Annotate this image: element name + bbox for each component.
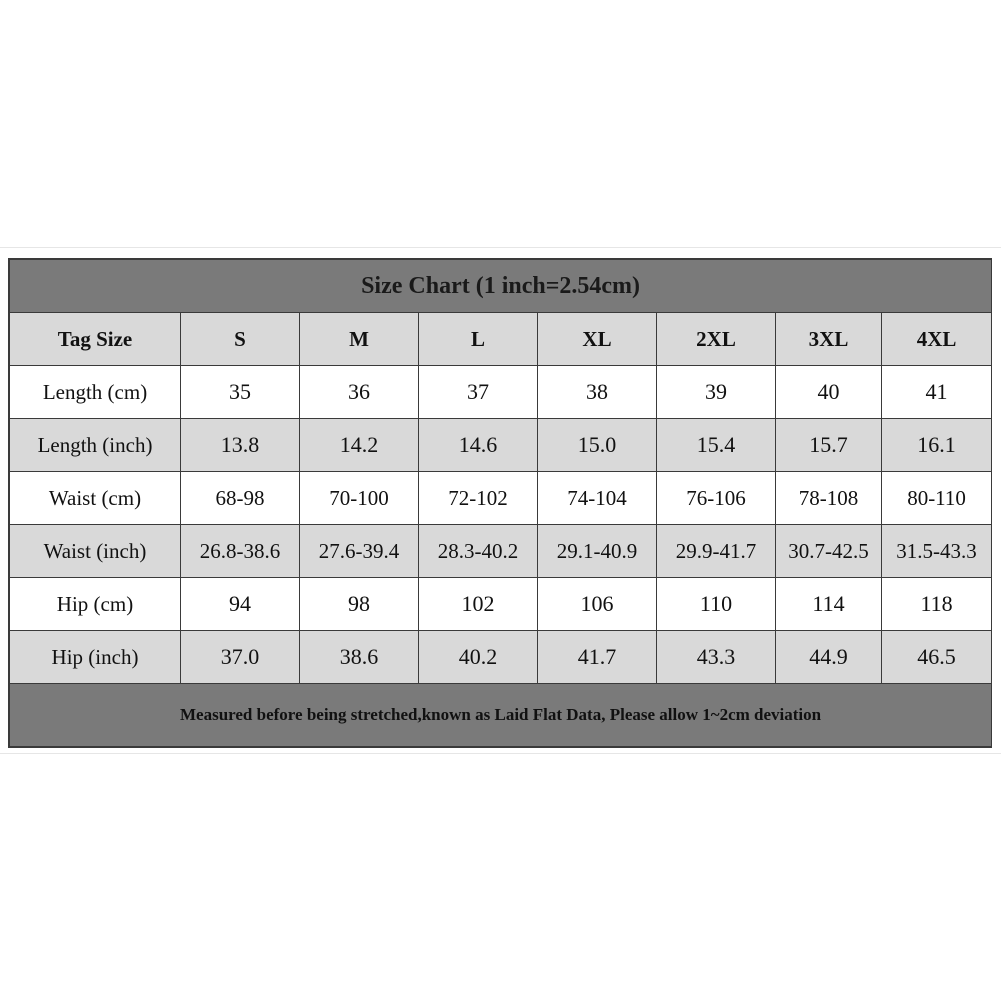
table-cell: 28.3-40.2 [419, 525, 538, 578]
size-chart-table [9, 259, 992, 747]
table-cell: 15.7 [776, 419, 882, 472]
row-label: Hip (cm) [10, 578, 181, 631]
table-cell: 78-108 [776, 472, 882, 525]
table-cell: 29.1-40.9 [538, 525, 657, 578]
table-cell: 110 [657, 578, 776, 631]
table-cell: 39 [657, 366, 776, 419]
table-cell: 102 [419, 578, 538, 631]
size-header-2xl: 2XL [657, 313, 776, 366]
table-cell: 41.7 [538, 631, 657, 684]
table-cell: 15.0 [538, 419, 657, 472]
table-cell: 35 [181, 366, 300, 419]
table-cell: 98 [300, 578, 419, 631]
table-cell: 30.7-42.5 [776, 525, 882, 578]
size-header-xl: XL [538, 313, 657, 366]
table-cell: 94 [181, 578, 300, 631]
bottom-divider-line [0, 753, 1001, 754]
row-label: Hip (inch) [10, 631, 181, 684]
table-cell: 43.3 [657, 631, 776, 684]
title-row [10, 260, 992, 313]
row-hip-cm [10, 578, 992, 631]
size-chart [8, 258, 992, 748]
row-label: Length (cm) [10, 366, 181, 419]
table-cell: 13.8 [181, 419, 300, 472]
table-cell: 37 [419, 366, 538, 419]
table-cell: 70-100 [300, 472, 419, 525]
table-cell: 118 [882, 578, 992, 631]
top-divider-line [0, 247, 1001, 248]
table-cell: 36 [300, 366, 419, 419]
measurement-note: Measured before being stretched,known as Laid Flat Data, Please allow 1~2cm deviation [10, 684, 992, 747]
table-cell: 31.5-43.3 [882, 525, 992, 578]
footer-row [10, 684, 992, 747]
table-cell: 14.2 [300, 419, 419, 472]
table-cell: 41 [882, 366, 992, 419]
row-waist-cm [10, 472, 992, 525]
size-header-l: L [419, 313, 538, 366]
header-row [10, 313, 992, 366]
row-length-cm [10, 366, 992, 419]
size-header-4xl: 4XL [882, 313, 992, 366]
table-cell: 76-106 [657, 472, 776, 525]
table-cell: 40 [776, 366, 882, 419]
table-cell: 16.1 [882, 419, 992, 472]
size-header-m: M [300, 313, 419, 366]
row-waist-inch [10, 525, 992, 578]
table-cell: 14.6 [419, 419, 538, 472]
table-cell: 72-102 [419, 472, 538, 525]
table-cell: 38 [538, 366, 657, 419]
row-length-inch [10, 419, 992, 472]
table-cell: 37.0 [181, 631, 300, 684]
table-cell: 27.6-39.4 [300, 525, 419, 578]
chart-title: Size Chart (1 inch=2.54cm) [10, 260, 992, 313]
row-hip-inch [10, 631, 992, 684]
table-cell: 38.6 [300, 631, 419, 684]
table-cell: 106 [538, 578, 657, 631]
size-header-3xl: 3XL [776, 313, 882, 366]
table-cell: 68-98 [181, 472, 300, 525]
row-label: Length (inch) [10, 419, 181, 472]
table-cell: 15.4 [657, 419, 776, 472]
size-header-s: S [181, 313, 300, 366]
table-cell: 44.9 [776, 631, 882, 684]
row-label: Waist (cm) [10, 472, 181, 525]
tag-size-header: Tag Size [10, 313, 181, 366]
table-cell: 46.5 [882, 631, 992, 684]
row-label: Waist (inch) [10, 525, 181, 578]
table-cell: 74-104 [538, 472, 657, 525]
table-cell: 29.9-41.7 [657, 525, 776, 578]
table-cell: 40.2 [419, 631, 538, 684]
table-cell: 80-110 [882, 472, 992, 525]
table-cell: 114 [776, 578, 882, 631]
table-cell: 26.8-38.6 [181, 525, 300, 578]
